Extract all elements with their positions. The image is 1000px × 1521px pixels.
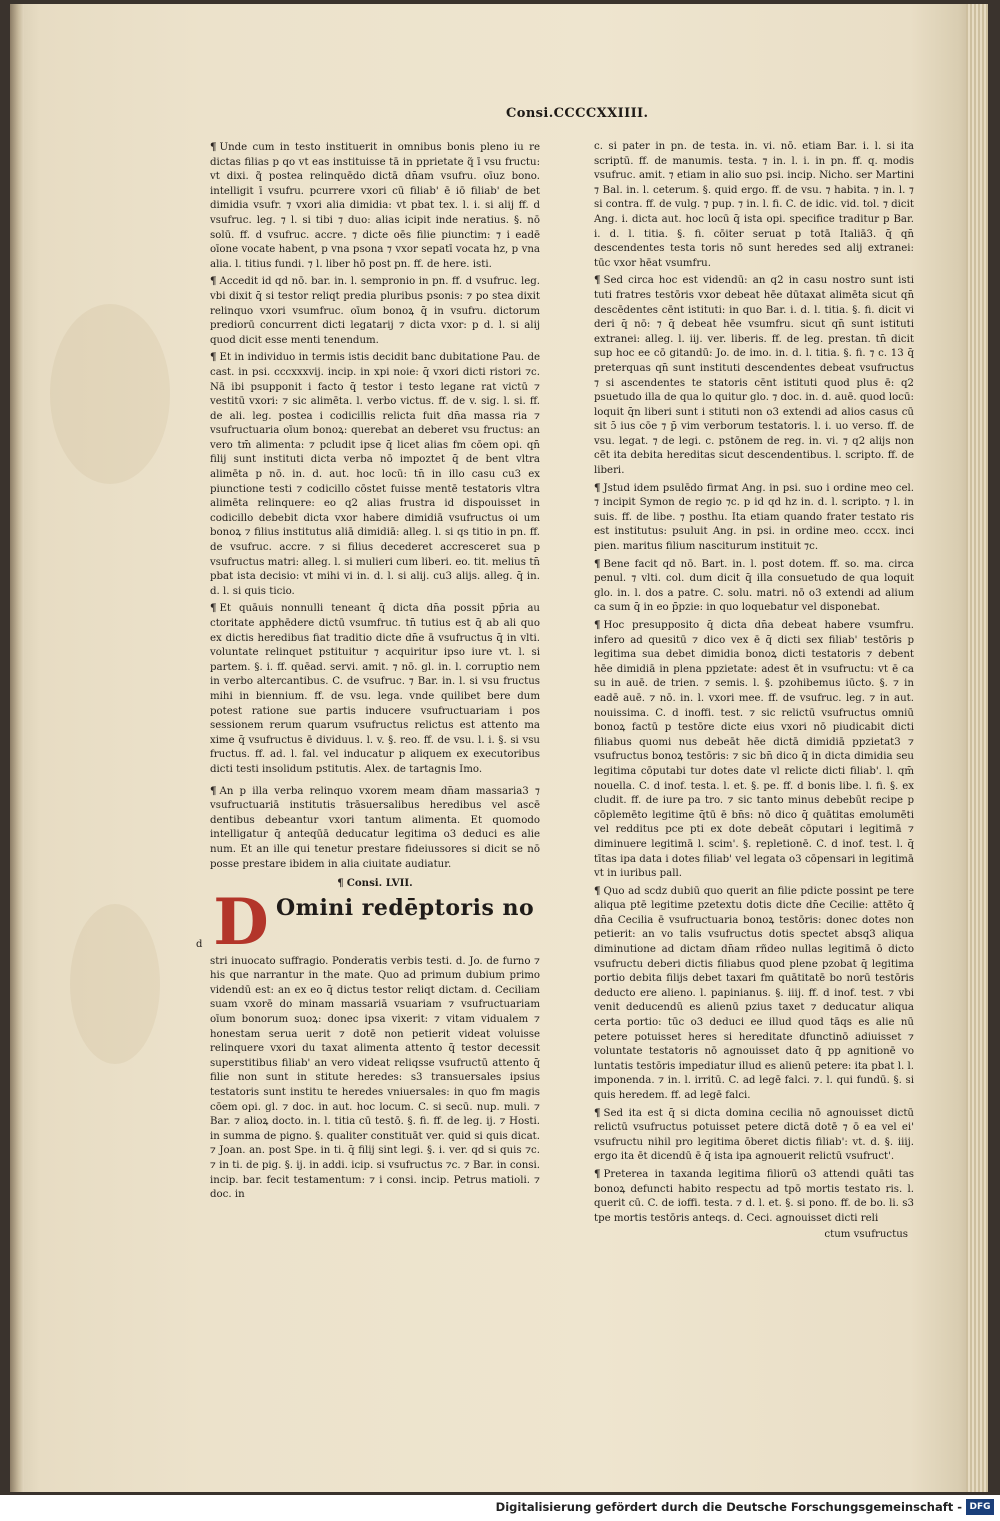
paragraph-text: Accedit id qd nō. bar. in. l. sempronio in pn. ff. d vsufruc. leg. vbi dixit q̄ si testor reliqt predia pluribus psonis: ⁊ po stea dixit relinquo vxori vsumfruc. oīum bonoꝝ q̄ in vsufru. dictorum prediorū concurrent dicti legatarij ⁊ dicta vxor: p d. l. si alij quod dicit esse menti tenendum.	[210, 276, 540, 346]
gutter-shadow	[10, 4, 24, 1492]
paragraph	[594, 557, 914, 616]
paragraph-text: Et quāuis nonnulli teneant q̄ dicta dn̄a possit pp̄ria au ctoritate apphēdere dictū vsumfruc. tn̄ tutius est q̄ ab ali quo ex dictis heredibus fiat traditio dicte dn̄e ā vsufructus q̄ in vlti. voluntate relinquet pstituitur ⁊ acquiritur ipso iure vt. l. si partem. §. i. ff. quēad. servi. amit. ⁊ nō. gl. in. l. corruptio nem in verbo altercantibus. C. de vsufruc. ⁊ Bar. in. l. si vsu fructus mihi in biennium. ff. de vsu. lega. vnde quilibet bere dum potest ratione sue partis inducere vsufructuariam i pos sessionem rerum quarum vsufructus relictus est attento ma xime q̄ vsufructus ē dividuus. l. v. §. reo. ff. de vsu. l. i. §. si vsu fructus. ff. ad. l. fal. vel inducatur p aliquem ex executoribus dicti testi insolidum pstitutis. Alex. de tartagnis Imo.	[210, 603, 540, 775]
paragraph	[210, 350, 540, 599]
paragraph-text: Sed circa hoc est videndū: an q2 in casu nostro sunt isti tuti fratres testōris vxor debeat hēe dūtaxat alimēta sicut qn̄ descēdentes cēnt istituti: in quo Bar. i. d. l. titia. §. fi. dicit vi deri q̄ nō: ⁊ q̄ debeat hēe vsumfru. sicut qn̄ sunt istituti extranei: alleg. l. iij. ver. liberis. ff. de leg. prestan. tn̄ dicit sup hoc ee cō gitandū: Jo. de imo. in. d. l. titia. §. fi. ⁊ c. 13 q̄ preterquas qn̄ sunt instituti descendentes debeat vsufructus ⁊ si ascendentes te statoris cēnt istituti quod plus ē: q2 psuetudo illa de qua lo quitur glo. ⁊ doc. in. d. auē. quod locū: loquit q̄n liberi sunt i stituti non o3 extendi ad alios casus cū sit ɔ̄ ius cōe ⁊ p̄ vim verborum testatoris. l. i. uo verso. ff. de vsu. legat. ⁊ de legi. c. pstōnem de reg. in. vi. ⁊ q2 alijs non cēt ita debita hereditas sicut descendentibus. l. scripto. ff. de liberi.	[594, 275, 914, 477]
opening-line: Omini redēptoris no	[276, 894, 535, 921]
pilcrow-icon: ¶	[210, 602, 217, 615]
pilcrow-icon: ¶	[594, 557, 601, 570]
pilcrow-icon: ¶	[594, 884, 601, 897]
running-header: Consi.CCCCXXIIII.	[506, 106, 649, 121]
paragraph-text: stri inuocato suffragio. Ponderatis verbis testi. d. Jo. de furno ⁊ his que narrantur in the mate. Quo ad primum dubium primo videndū est: an ex eo q̄ dictus testor reliqt dictam. d. Ceciliam suam vxorē do minam massariā vsuariam ⁊ vsufructuariam oīum bonorum suoꝝ: donec ipsa vixerit: ⁊ vitam vidualem ⁊ honestam serua uerit ⁊ dotē non petierit videat voluisse relinquere vxori du taxat alimenta attento q̄ testor decessit superstitibus filiab' an vero videat reliqsse vsufructū attento q̄ filie non sunt in stitute heredes: s3 transuersales ipsius testatoris sunt institu te heredes vniuersales: in quo fm magis cōem opi. gl. ⁊ doc. in aut. hoc locum. C. si secū. nup. muli. ⁊ Bar. ⁊ alioꝝ docto. in. l. titia cū testō. §. fi. ff. de leg. ij. ⁊ Hosti. in summa de pigno. §. qualiter constituāt ver. quid si quis dicat. ⁊ Joan. an. post Spe. in ti. q̄ filij sint legi. §. i. ver. qd si quis ⁊c. ⁊ in ti. de pig. §. ij. in addi. icip. si vsufructus ⁊c. ⁊ Bar. in consi. incip. bar. fecit testamentum: ⁊ i consi. incip. Petrus matioli. ⁊ doc. in	[210, 955, 540, 1201]
pilcrow-icon: ¶	[594, 274, 601, 287]
guide-letter: d	[196, 938, 203, 950]
footer-bar	[0, 1495, 1000, 1521]
catchword: ctum vsufructus	[824, 1229, 908, 1241]
paragraph-text: Hoc presupposito q̄ dicta dn̄a debeat habere vsumfru. infero ad quesitū ⁊ dico vex ē q̄ dicti sex filiab' testōris p legitima sua debet dimidia bonoꝝ dicti testatoris ⁊ debent hēe dimidiā in plena ppzietate: adest ēt in vsufructu: vt ē ca su in auē. de trien. ⁊ semis. l. §. pzohibemus iūcto. §. ⁊ in eadē auē. ⁊ nō. in. l. vxori mee. ff. de vsufruc. leg. ⁊ in aut. nouissima. C. d inoffi. test. ⁊ sic relictū vsufructus omniū bonoꝝ factū p testōre dicte eius vxori nō piudicabit dicti filiabus quomi nus debeāt hēe dictā dimidiā ppzietat3 ⁊ vsufructus bonoꝝ testōris: ⁊ sic bn̄ dico q̄ in dicta dimidia seu legitima cōputabi tur dotes date vl relicte dicti filiab'. l. qm̄ nouella. C. d inof. testa. l. et. §. pe. ff. d bonis libe. l. fi. §. ex cludit. ff. de iure pa tro. ⁊ sic tanto minus debebūt recipe p cōplemēto legitime q̄tū ē bn̄s: nō dico q̄ quātitas emolumēti vel redditus pce pti ex dote debeāt cōputari i legitimā ⁊ diminuere legitimā l. scim'. §. repletionē. C. d inof. test. l. q̄ tītas ipa data i dotes filiab' vel legata o3 cōpensari in legitimā vt in iuribus pall.	[594, 620, 914, 880]
paragraph-text: Preterea in taxanda legitima filiorū o3 attendi quāti tas bonoꝝ defuncti habito respectu ad tpō mortis testato ris. l. querit cū. C. de ioffi. testa. ⁊ d. l. et. §. si pono. ff. de bo. li. s3 tpe mortis testōris anteqs. d. Ceci. agnouisset dicti reli	[594, 1168, 914, 1224]
paragraph	[594, 884, 914, 1104]
pilcrow-icon: ¶	[594, 1106, 601, 1119]
paragraph-text: Sed ita est q̄ si dicta domina cecilia nō agnouisset dictū relictū vsufructus potuisset petere dictā dotē ⁊ ō ea vel ei' vsufructu nihil pro legitima ōberet dictis filiab': vt. d. §. iiij. ergo ita ēt dicendū ē q̄ ista ipa agnouerit relictū vsufruct'.	[594, 1107, 914, 1163]
summary-paragraph	[210, 784, 540, 873]
paragraph-text: c. si pater in pn. de testa. in. vi. nō. etiam Bar. i. l. si ita scriptū. ff. de manumis. testa. ⁊ in. l. i. in pn. ff. q. modis vsufruc. amit. ⁊ etiam in alio suo psi. incip. Nicho. ser Martini ⁊ Bal. in. l. ceterum. §. quid ergo. ff. de vsu. ⁊ habita. ⁊ in. l. ⁊ si contra. ff. de vulg. ⁊ pup. ⁊ in. l. fi. C. de idic. vid. tol. ⁊ dicit Ang. i. dicta aut. hoc locū q̄ ista opi. specifice traditur p Bar. i. d. l. titia. §. fi. cōiter seruat p totā Italiā3. q̄ qn̄ descendentes testa toris nō sunt heredes sed alij extranei: tūc vxor hēat vsumfru.	[594, 141, 914, 269]
paragraph	[210, 140, 540, 272]
paragraph-text: Unde cum in testo instituerit in omnibus bonis pleno iu re dictas filias p qo vt eas instituisse tā in pprietate q̃ ī vsu fructu: vt dixi. q̃ postea relinquēdo dictā dn̄am vsufru. oīuz bono. intelligit ī vsufru. pcurrere vxori cū filiab' ē iō filiab' de bet dimidia vsufr. ⁊ vxori alia dimidia: vt pbat tex. l. i. si alij ff. d vsufruc. leg. ⁊ l. si tibi ⁊ duo: alias icipit inde neratius. §. nō solū. ff. d vsufruc. accre. ⁊ dicte oēs filie piunctim: ⁊ i eadē oīone vocate habent, p vna psona ⁊ vxor sepatī vocata hz, p vna alia. l. titius fundi. ⁊ l. liber hō post pn. ff. de here. isti.	[210, 142, 540, 270]
pilcrow-icon: ¶	[210, 351, 217, 364]
pilcrow-icon: ¶	[594, 481, 601, 494]
opening-block	[196, 884, 540, 960]
paragraph	[594, 140, 914, 271]
paragraph-text: An p illa verba relinquo vxorem meam dn̄am massaria3 ⁊ vsufructuariā institutis trāsuersalibus heredibus vel ascē dentibus debeantur vxori tantum alimenta. Et quomodo intelligatur q̄ anteqūā deducatur legitima o3 deduci es alie num. Et an ille qui tenetur prestare fideiussores si dicit se nō posse prestare ibidem in alia ciuitate audiatur.	[210, 785, 540, 870]
paragraph-text: Bene facit qd nō. Bart. in. l. post dotem. ff. so. ma. circa penul. ⁊ vlti. col. dum dicit q̄ illa consuetudo de qua loquit glo. in. l. dos a patre. C. solu. matri. nō o3 extendi ad alium ca sum q̄ in eo p̄pzie: in quo loquebatur vel disponebat.	[594, 558, 914, 614]
paragraph-text: Jstud idem psulēdo firmat Ang. in psi. suo i ordine meo cel. ⁊ incipit Symon de regio ⁊c. p id qd hz in. d. l. scripto. ⁊ l. in suis. ff. de libe. ⁊ posthu. Ita etiam quando frater testato ris est institutus: psuluit Ang. in psi. in ordine meo. cccx. inci pien. maritus filium nasciturum instituit ⁊c.	[594, 482, 914, 553]
consilium-heading: ¶ Consi. LVII.	[337, 877, 413, 890]
pilcrow-icon: ¶	[210, 141, 217, 153]
paragraph	[594, 1106, 914, 1165]
paper-stain	[50, 304, 170, 484]
pilcrow-icon: ¶	[594, 619, 601, 631]
paragraph	[210, 601, 540, 777]
paragraph	[210, 955, 540, 1203]
digitization-notice: Digitalisierung gefördert durch die Deutsche Forschungsgemeinschaft -	[495, 1500, 962, 1514]
dfg-logo[interactable]: DFG	[966, 1499, 994, 1515]
paragraph	[594, 273, 914, 478]
rubricated-initial: d D	[210, 893, 272, 955]
paper-stain	[70, 904, 160, 1064]
right-text-column	[594, 140, 914, 1243]
pilcrow-icon: ¶	[210, 784, 217, 797]
paragraph-text: Et in individuo in termis istis decidit banc dubitatione Pau. de cast. in psi. cccxxxvij. incip. in xpi noie: q̄ vxori dicti ristori ⁊c. Nā ibi psupponit i facto q̄ testor i testo legane rat victū ⁊ vestitū vxori: ⁊ sic alimēta. l. verbo victus. ff. de v. sig. l. si. ff. de ali. leg. postea i codicillis relicta fuit dn̄a massa ria ⁊ vsufructuaria oīum bonoꝝ: querebat an deberet vsu fructus: an vero tm̄ alimenta: ⁊ pcludit ipse q̄ licet alias fm cōem opi. qn̄ filij sunt instituti dicta verba nō impoztet q̄ de bent vltra alimēta p nō. in. d. aut. hoc locū: tn̄ in illo casu cu3 ex piunctione testi ⁊ codicillo cōstet fuisse mentē testatoris vltra alimēta relinquere: eo q2 alias frustra id dispouisset in codicillo debebit dicta vxor habere dimidiā vsufructus oi um bonoꝝ ⁊ filius institutus aliā dimidiā: alleg. l. si qs titio in pn. ff. de vsufruc. accre. ⁊ si filius decederet accresceret sua p vsufructus matri: alleg. l. si mulieri cum liberi. eo. tit. melius tn̄ pbat ista decisio: vt mihi vi in. d. l. si alij. cu3 alijs. alleg. q̄ in. d. l. si quis ticio.	[210, 352, 540, 597]
pilcrow-icon: ¶	[210, 275, 217, 288]
pilcrow-icon: ¶	[337, 877, 344, 890]
left-text-column	[196, 140, 540, 1205]
paragraph-text: Quo ad scdz dubiū quo querit an filie pdicte possint pe tere aliqua ptē legitime pzetextu dotis dicte dn̄e Cecilie: attēto q̄ dn̄a Cecilia ē vsufructuaria bonoꝝ testōris: donec dotes non petierit: an vo talis vsufructus dotis spectet absq3 aliqua diminutione ad dictam dn̄am rñdeo nullas legitimā ō dicto vsufructu deberi dictis filiabus quod plene pzobat q̄ legitima portio debita filijs debet taxari fm quātitatē bo norū testōris deducto ere alieno. l. papinianus. §. iiij. ff. d inof. test. ⁊ vbi venit deducendū es alienū pzius taxet ⁊ deducatur aliqua certa portio: tūc o3 deduci ee illud quod tāqs es alie nū petere potuisset heres si hereditate dfunctinō adiuisset ⁊ voluntate testatoris nō agnouisset dato q̄ pp agnitionē vo luntatis testōris impediatur illud es alienū petere: ita pbat l. l. imponenda. ⁊ in. l. irritū. C. ad legē falci. ⁊. l. qui fundū. §. si quis heredem. ff. ad legē falci.	[594, 885, 914, 1101]
paragraph	[210, 274, 540, 348]
paragraph	[594, 618, 914, 882]
paragraph	[594, 1167, 914, 1226]
page-fore-edge	[966, 4, 988, 1492]
pilcrow-icon: ¶	[594, 1167, 601, 1180]
paragraph	[594, 481, 914, 555]
